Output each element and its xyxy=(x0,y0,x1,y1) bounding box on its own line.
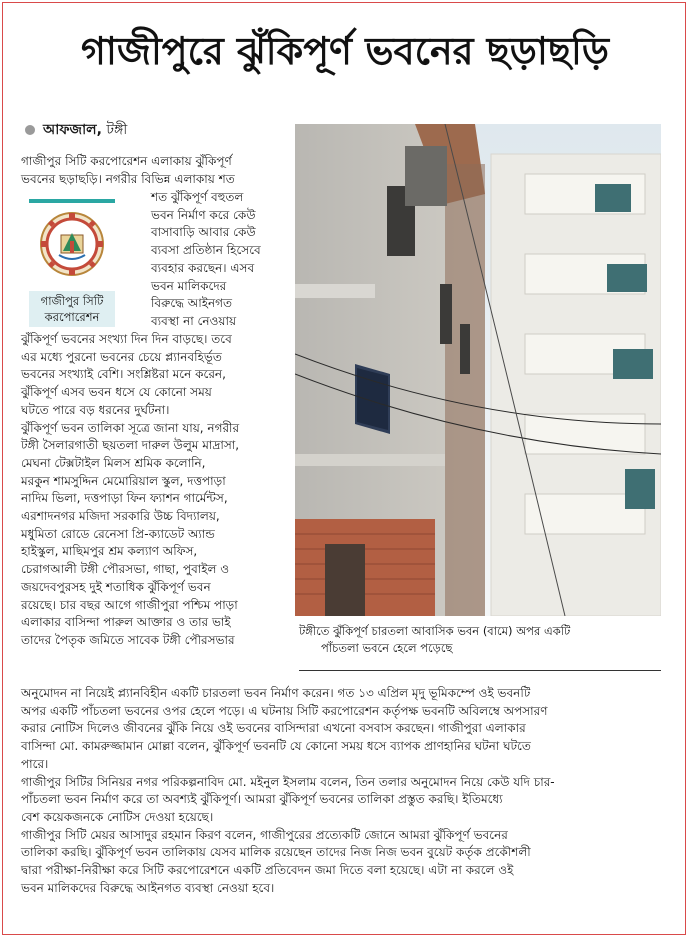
headline: গাজীপুরে ঝুঁকিপূর্ণ ভবনের ছড়াছড়ি xyxy=(81,29,609,73)
text-line: ব্যবসা প্রতিষ্ঠান হিসেবে xyxy=(151,243,261,258)
text-line: ভবন নির্মাণ করে কেউ xyxy=(151,207,256,222)
city-corporation-emblem-icon xyxy=(39,211,105,277)
text-line: মরকুন শামসুদ্দিন মেমোরিয়াল স্কুল, দত্তপাড়া xyxy=(21,473,226,488)
text-line: ঝুঁকিপূর্ণ ভবন তালিকা সূত্রে জানা যায়, নগরীর xyxy=(21,420,240,435)
photo-caption xyxy=(299,623,657,657)
text-line: অপর একটি পাঁচতলা ভবনের ওপর হেলে পড়ে। এ ঘটনায় সিটি করপোরেশন কর্তৃপক্ষ ভবনটি অবিলম্বে অপসারণ xyxy=(21,703,548,718)
text-line: বাসিন্দা মো. কামরুজ্জামান মোল্লা বলেন, ঝুঁকিপূর্ণ ভবনটি যে কোনো সময় ধসে ব্যাপক প্রাণহানির ঘটনা ঘটতে xyxy=(21,739,531,754)
article-clipping xyxy=(2,2,686,935)
text-line: ঘটতে পারে বড় ধরনের দুর্ঘটনা। xyxy=(21,402,170,417)
text-line: করার নোটিস দিলেও জীবনের ঝুঁকি নিয়ে ওই ভবনের বাসিন্দারা এখনো বসবাস করছেন। গাজীপুরা এলাকার xyxy=(21,721,526,736)
text-line: ভবন মালিকদের xyxy=(151,278,227,293)
text-line: বিরুদ্ধে আইনগত xyxy=(151,296,233,311)
logo-caption: গাজীপুর সিটি করপোরেশন xyxy=(29,291,115,327)
text-line: নাদিম ভিলা, দত্তপাড়া ফিন ফ্যাশন গার্মেন্টস, xyxy=(21,491,228,506)
text-line: পাঁচতলা ভবন নির্মাণ করে তা অবশ্যই ঝুঁকিপূর্ণ। আমরা ঝুঁকিপূর্ণ ভবনের তালিকা প্রস্তুত করছি। ইতিমধ্যে xyxy=(21,792,503,807)
text-line: অনুমোদন না নিয়েই প্ল্যানবিহীন একটি চারতলা ভবন নির্মাণ করেন। গত ১৩ এপ্রিল মৃদু ভূমিকম্পে ওই ভবনটি xyxy=(21,686,531,700)
building-photo xyxy=(295,124,661,616)
text-line: চেরাগআলী টঙ্গী পৌরসভা, গাছা, পুবাইল ও xyxy=(21,562,230,577)
text-line: হাইস্কুল, মাছিমপুর শ্রম কল্যাণ অফিস, xyxy=(21,544,198,559)
bullet-icon xyxy=(25,125,35,135)
text-line: ভবনের সংখ্যাই বেশি। সংশ্লিষ্টরা মনে করেন, xyxy=(21,367,226,382)
text-line: জয়দেবপুরসহ দুই শতাধিক ঝুঁকিপূর্ণ ভবন xyxy=(21,579,211,594)
text-line: গাজীপুর সিটি মেয়র আসাদুর রহমান কিরণ বলেন, গাজীপুরের প্রত্যেকটি জোনে আমরা ঝুঁকিপূর্ণ ভবনের xyxy=(21,827,508,842)
text-line: ব্যবহার করছেন। এসব xyxy=(151,260,255,275)
caption-line: টঙ্গীতে ঝুঁকিপূর্ণ চারতলা আবাসিক ভবন (বামে) অপর একটি xyxy=(299,624,571,638)
body-left-column xyxy=(21,331,293,650)
text-line: মধুমিতা রোডে রেনেসা প্রি-ক্যাডেট অ্যান্ড xyxy=(21,526,215,541)
text-line: শত ঝুঁকিপূর্ণ বহুতল xyxy=(151,190,244,204)
body-intro xyxy=(21,153,293,188)
text-line: গাজীপুর সিটি করপোরেশন এলাকায় ঝুঁকিপূর্ণ xyxy=(21,154,232,168)
byline-author: আফজাল, xyxy=(43,122,102,138)
text-line: এর মধ্যে পুরনো ভবনের চেয়ে প্ল্যানবহির্ভূত xyxy=(21,349,222,364)
city-corporation-logo-block xyxy=(29,199,121,327)
body-bottom xyxy=(21,685,671,897)
divider xyxy=(29,199,115,203)
body-narrow xyxy=(151,189,293,331)
text-line: দ্বারা পরীক্ষা-নিরীক্ষা করে সিটি করপোরেশনে একটি প্রতিবেদন জমা দিতে বলা হয়েছে। এটা না করলে ওই xyxy=(21,863,514,878)
byline-place: টঙ্গী xyxy=(106,122,128,138)
byline xyxy=(25,121,127,139)
text-line: ভবন মালিকদের বিরুদ্ধে আইনগত ব্যবস্থা নেওয়া হবে। xyxy=(21,880,275,895)
text-line: এরশাদনগর মজিদা সরকারি উচ্চ বিদ্যালয়, xyxy=(21,509,220,524)
text-line: ব্যবস্থা না নেওয়ায় xyxy=(151,313,237,328)
caption-line: পাঁচতলা ভবনে হেলে পড়েছে xyxy=(321,641,453,655)
text-line: পারে। xyxy=(21,756,49,771)
text-line: তাদের পৈতৃক জমিতে সাবেক টঙ্গী পৌরসভার xyxy=(21,632,235,647)
text-line: বাসাবাড়ি আবার কেউ xyxy=(151,225,256,240)
text-line: টঙ্গী সৈলারগাতী ছয়তলা দারুল উলুম মাদ্রাসা, xyxy=(21,438,240,453)
text-line: গাজীপুর সিটির সিনিয়র নগর পরিকল্পনাবিদ মো. মইনুল ইসলাম বলেন, তিন তলার অনুমোদন নিয়ে কেউ যদি চার- xyxy=(21,774,555,789)
text-line: রয়েছে। চার বছর আগে গাজীপুরা পশ্চিম পাড়া xyxy=(21,597,238,612)
text-line: বেশ কয়েকজনকে নোটিস দেওয়া হয়েছে। xyxy=(21,809,214,824)
text-line: তালিকা করছি। ঝুঁকিপূর্ণ ভবন তালিকায় যেসব মালিক রয়েছেন তাদের নিজ নিজ ভবন বুয়েট কর্তৃক প্রকৌশলী xyxy=(21,845,531,860)
text-line: ভবনের ছড়াছড়ি। নগরীর বিভিন্ন এলাকায় শত xyxy=(21,171,235,186)
text-line: মেঘনা টেক্সটাইল মিলস শ্রমিক কলোনি, xyxy=(21,455,206,470)
caption-divider xyxy=(299,670,661,671)
text-line: ঝুঁকিপূর্ণ এসব ভবন ধসে যে কোনো সময় xyxy=(21,385,212,400)
text-line: এলাকার বাসিন্দা পারুল আক্তার ও তার ভাই xyxy=(21,615,231,630)
text-line: ঝুঁকিপূর্ণ ভবনের সংখ্যা দিন দিন বাড়ছে। তবে xyxy=(21,332,232,346)
